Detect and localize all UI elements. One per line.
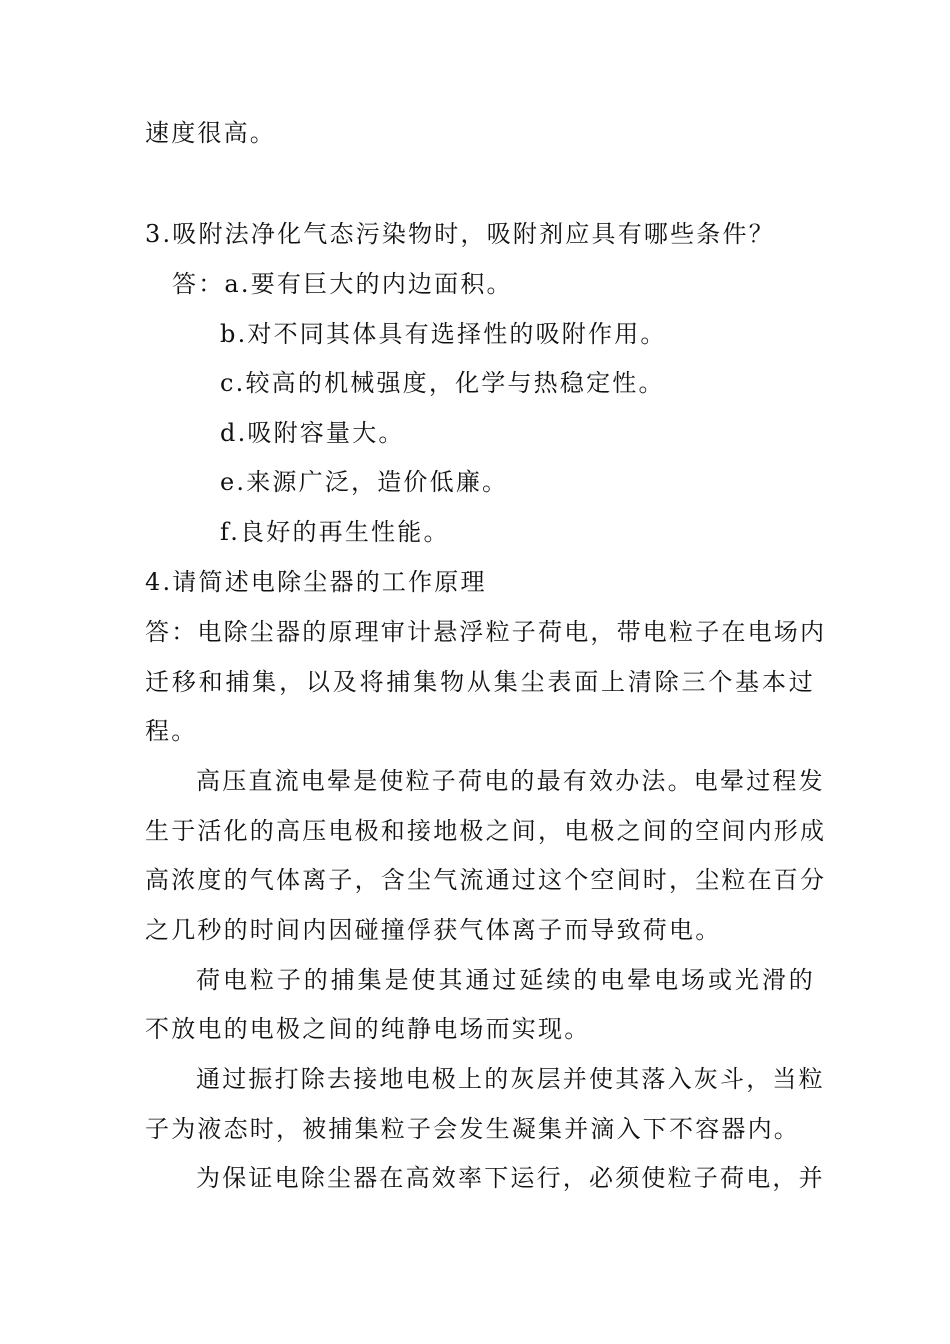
answer-3-f: f.良好的再生性能。 <box>220 518 450 546</box>
paragraph-line: 通过振打除去接地电极上的灰层并使其落入灰斗，当粒 <box>196 1065 825 1093</box>
paragraph-line: 高压直流电晕是使粒子荷电的最有效办法。电晕过程发 <box>196 767 825 795</box>
answer-3-d: d.吸附容量大。 <box>220 419 405 447</box>
answer-3-e: e.来源广泛，造价低廉。 <box>220 468 509 496</box>
paragraph-line: 生于活化的高压电极和接地极之间，电极之间的空间内形成 <box>145 817 827 845</box>
answer-3-a: 答：a.要有巨大的内边面积。 <box>172 270 513 298</box>
answer-4-line: 答：电除尘器的原理审计悬浮粒子荷电，带电粒子在电场内 <box>145 618 827 646</box>
paragraph-line: 子为液态时，被捕集粒子会发生凝集并滴入下不容器内。 <box>145 1115 800 1143</box>
question-4: 4.请简述电除尘器的工作原理 <box>145 568 487 596</box>
question-3: 3.吸附法净化气态污染物时，吸附剂应具有哪些条件？ <box>145 220 775 248</box>
text-line: 速度很高。 <box>145 119 276 147</box>
paragraph-line: 不放电的电极之间的纯静电场而实现。 <box>145 1015 591 1043</box>
paragraph-line: 荷电粒子的捕集是使其通过延续的电晕电场或光滑的 <box>196 966 815 994</box>
answer-3-b: b.对不同其体具有选择性的吸附作用。 <box>220 320 667 348</box>
answer-4-line: 程。 <box>145 717 198 745</box>
paragraph-line: 为保证电除尘器在高效率下运行，必须使粒子荷电，并 <box>196 1164 825 1192</box>
paragraph-line: 高浓度的气体离子，含尘气流通过这个空间时，尘粒在百分 <box>145 866 827 894</box>
paragraph-line: 之几秒的时间内因碰撞俘获气体离子而导致荷电。 <box>145 916 722 944</box>
answer-4-line: 迁移和捕集，以及将捕集物从集尘表面上清除三个基本过 <box>145 668 815 696</box>
answer-3-c: c.较高的机械强度，化学与热稳定性。 <box>220 369 665 397</box>
